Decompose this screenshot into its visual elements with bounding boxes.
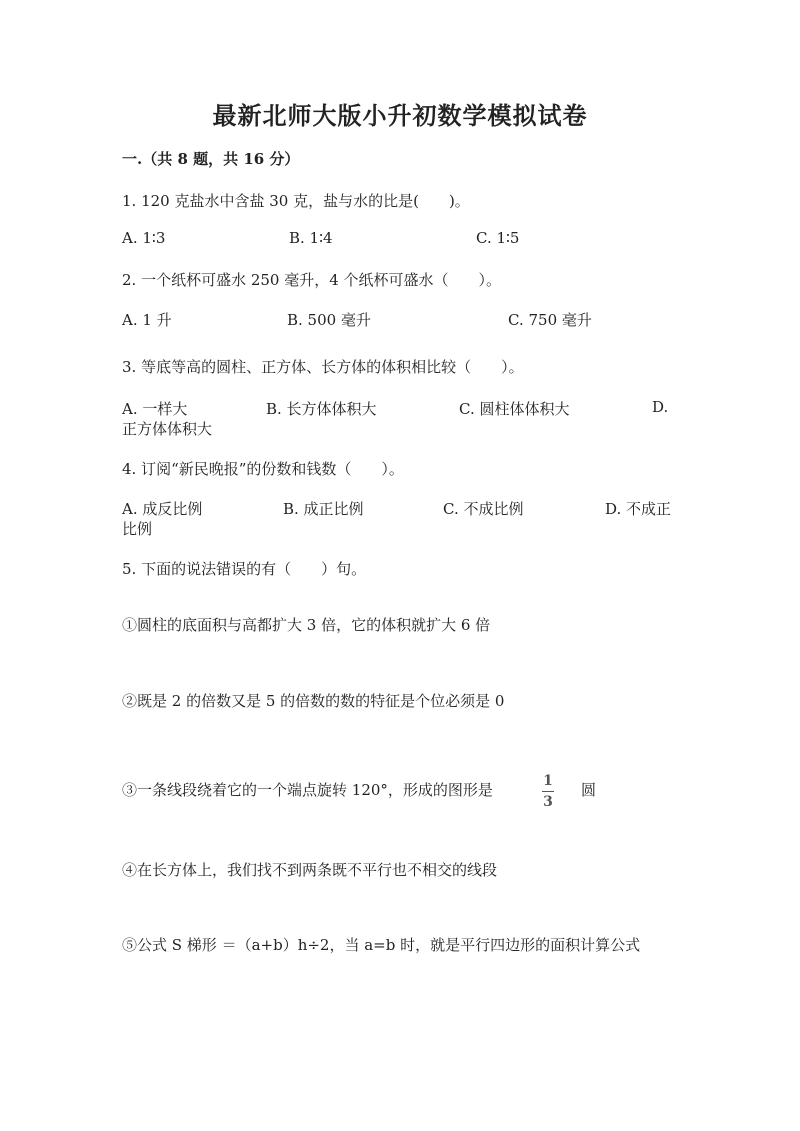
q2-option-a: A. 1 升: [122, 311, 172, 329]
q3-option-d: D.: [652, 398, 669, 416]
page-title: 最新北师大版小升初数学模拟试卷: [212, 101, 588, 130]
q1-option-b: B. 1∶4: [289, 229, 333, 247]
statement-3-end: 圆: [581, 781, 597, 799]
q3-option-a: A. 一样大: [122, 400, 188, 418]
q4-option-d: D. 不成正: [605, 500, 672, 518]
question-3: 3. 等底等高的圆柱、正方体、长方体的体积相比较（ ）。: [122, 358, 524, 376]
question-5: 5. 下面的说法错误的有（ ）句。: [122, 560, 367, 578]
q2-option-c: C. 750 毫升: [508, 311, 592, 329]
q1-option-c: C. 1∶5: [476, 229, 520, 247]
q4-option-c: C. 不成比例: [443, 500, 524, 518]
q2-option-b: B. 500 毫升: [287, 311, 371, 329]
question-2: 2. 一个纸杯可盛水 250 毫升，4 个纸杯可盛水（ ）。: [122, 271, 502, 289]
statement-4: ④在长方体上，我们找不到两条既不平行也不相交的线段: [122, 861, 498, 879]
q3-option-c: C. 圆柱体体积大: [459, 400, 570, 418]
question-4: 4. 订阅“新民晚报”的份数和钱数（ ）。: [122, 460, 404, 478]
statement-3: ③一条线段绕着它的一个端点旋转 120°，形成的图形是: [122, 781, 493, 799]
statement-2: ②既是 2 的倍数又是 5 的倍数的数的特征是个位必须是 0: [122, 692, 505, 710]
q4-option-a: A. 成反比例: [122, 500, 203, 518]
statement-5: ⑤公式 S 梯形 ＝（a+b）h÷2，当 a=b 时，就是平行四边形的面积计算公式: [122, 936, 641, 954]
q3-option-b: B. 长方体体积大: [266, 400, 377, 418]
q3-option-d-wrap: 正方体体积大: [122, 420, 213, 438]
question-1: 1. 120 克盐水中含盐 30 克，盐与水的比是( )。: [122, 192, 470, 210]
fraction-one-third: [542, 770, 554, 809]
fraction-numerator: 1: [543, 773, 553, 789]
q4-option-b: B. 成正比例: [283, 500, 364, 518]
section-heading: 一.（共 8 题，共 16 分）: [122, 150, 300, 168]
q1-option-a: A. 1∶3: [122, 229, 166, 247]
q4-option-d-wrap: 比例: [122, 520, 153, 538]
fraction-denominator: 3: [543, 794, 553, 810]
statement-1: ①圆柱的底面积与高都扩大 3 倍，它的体积就扩大 6 倍: [122, 616, 491, 634]
